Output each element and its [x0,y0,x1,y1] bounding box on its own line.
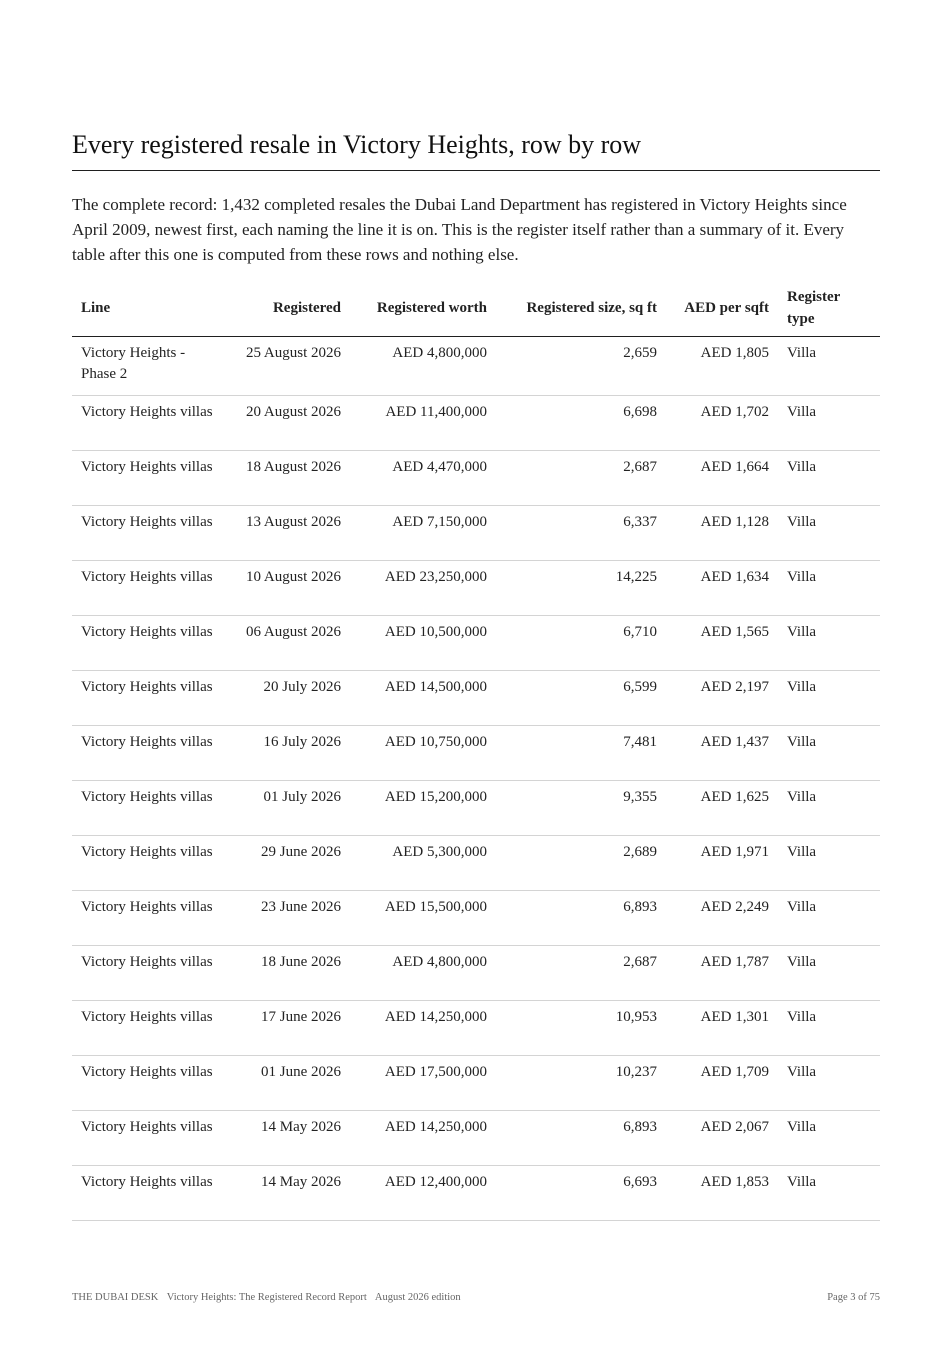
cell-aed-per-sqft: AED 1,128 [666,506,778,561]
footer-page-number: Page 3 of 75 [827,1292,880,1303]
cell-line: Victory Heights villas [72,1001,228,1056]
cell-size: 7,481 [496,726,666,781]
cell-type: Villa [778,781,880,836]
cell-worth: AED 14,250,000 [350,1111,496,1166]
table-header [72,282,880,337]
cell-type: Villa [778,891,880,946]
cell-aed-per-sqft: AED 1,805 [666,337,778,396]
cell-registered: 20 August 2026 [228,396,350,451]
cell-aed-per-sqft: AED 1,565 [666,616,778,671]
cell-registered: 17 June 2026 [228,1001,350,1056]
cell-registered: 13 August 2026 [228,506,350,561]
cell-line: Victory Heights - Phase 2 [72,337,228,396]
cell-type: Villa [778,616,880,671]
table-row [72,1166,880,1221]
table-row [72,1111,880,1166]
cell-worth: AED 4,800,000 [350,337,496,396]
footer-publication: THE DUBAI DESK [72,1292,159,1303]
cell-size: 10,237 [496,1056,666,1111]
cell-line: Victory Heights villas [72,836,228,891]
table-row [72,616,880,671]
cell-line: Victory Heights villas [72,616,228,671]
cell-worth: AED 10,500,000 [350,616,496,671]
table-row [72,671,880,726]
column-header-type: Register type [778,282,880,337]
table-row [72,506,880,561]
cell-type: Villa [778,451,880,506]
cell-type: Villa [778,506,880,561]
cell-size: 10,953 [496,1001,666,1056]
cell-registered: 14 May 2026 [228,1166,350,1221]
cell-line: Victory Heights villas [72,396,228,451]
cell-line: Victory Heights villas [72,671,228,726]
page-footer [72,1292,880,1303]
cell-aed-per-sqft: AED 1,787 [666,946,778,1001]
table-row [72,1056,880,1111]
cell-size: 6,698 [496,396,666,451]
cell-worth: AED 17,500,000 [350,1056,496,1111]
cell-type: Villa [778,1166,880,1221]
cell-type: Villa [778,396,880,451]
table-row [72,726,880,781]
cell-type: Villa [778,726,880,781]
cell-type: Villa [778,1056,880,1111]
cell-registered: 20 July 2026 [228,671,350,726]
cell-aed-per-sqft: AED 1,625 [666,781,778,836]
cell-line: Victory Heights villas [72,891,228,946]
cell-aed-per-sqft: AED 1,709 [666,1056,778,1111]
footer-left [72,1292,467,1303]
resale-table [72,282,880,1221]
cell-line: Victory Heights villas [72,946,228,1001]
column-header-worth: Registered worth [350,282,496,337]
cell-worth: AED 10,750,000 [350,726,496,781]
cell-aed-per-sqft: AED 1,301 [666,1001,778,1056]
column-header-size: Registered size, sq ft [496,282,666,337]
cell-worth: AED 5,300,000 [350,836,496,891]
cell-aed-per-sqft: AED 2,197 [666,671,778,726]
table-row [72,946,880,1001]
table-row [72,836,880,891]
cell-type: Villa [778,561,880,616]
cell-size: 6,893 [496,1111,666,1166]
cell-worth: AED 4,470,000 [350,451,496,506]
cell-registered: 25 August 2026 [228,337,350,396]
table-row [72,337,880,396]
cell-worth: AED 14,500,000 [350,671,496,726]
table-body [72,337,880,1221]
table-row [72,561,880,616]
cell-size: 2,687 [496,946,666,1001]
cell-registered: 10 August 2026 [228,561,350,616]
cell-worth: AED 23,250,000 [350,561,496,616]
cell-size: 6,710 [496,616,666,671]
cell-aed-per-sqft: AED 1,437 [666,726,778,781]
table-row [72,396,880,451]
cell-aed-per-sqft: AED 2,249 [666,891,778,946]
cell-size: 6,693 [496,1166,666,1221]
cell-type: Villa [778,946,880,1001]
column-header-line: Line [72,282,228,337]
cell-type: Villa [778,1111,880,1166]
footer-edition: August 2026 edition [374,1292,461,1303]
cell-size: 2,689 [496,836,666,891]
table-header-row [72,282,880,337]
cell-registered: 29 June 2026 [228,836,350,891]
cell-size: 6,599 [496,671,666,726]
cell-aed-per-sqft: AED 1,634 [666,561,778,616]
table-row [72,1001,880,1056]
page-title: Every registered resale in Victory Heights, row by row [72,128,880,171]
cell-registered: 14 May 2026 [228,1111,350,1166]
cell-size: 14,225 [496,561,666,616]
cell-registered: 01 July 2026 [228,781,350,836]
cell-line: Victory Heights villas [72,561,228,616]
cell-worth: AED 7,150,000 [350,506,496,561]
cell-worth: AED 14,250,000 [350,1001,496,1056]
cell-registered: 23 June 2026 [228,891,350,946]
cell-size: 6,893 [496,891,666,946]
cell-worth: AED 15,200,000 [350,781,496,836]
footer-report-title: Victory Heights: The Registered Record Report [166,1292,367,1303]
cell-type: Villa [778,1001,880,1056]
cell-line: Victory Heights villas [72,781,228,836]
column-header-aed-per-sqft: AED per sqft [666,282,778,337]
cell-type: Villa [778,836,880,891]
cell-aed-per-sqft: AED 2,067 [666,1111,778,1166]
cell-registered: 01 June 2026 [228,1056,350,1111]
cell-worth: AED 4,800,000 [350,946,496,1001]
table-row [72,451,880,506]
cell-size: 2,687 [496,451,666,506]
cell-size: 9,355 [496,781,666,836]
column-header-registered: Registered [228,282,350,337]
cell-type: Villa [778,671,880,726]
cell-registered: 18 August 2026 [228,451,350,506]
cell-worth: AED 11,400,000 [350,396,496,451]
table-row [72,781,880,836]
cell-line: Victory Heights villas [72,451,228,506]
intro-paragraph: The complete record: 1,432 completed resales the Dubai Land Department has registered in Victory Heights since April 2009, newest first, each naming the line it is on. This is the register itself rather than a summary of it. Every table after this one is computed from these rows and nothing else. [72,195,847,264]
cell-aed-per-sqft: AED 1,853 [666,1166,778,1221]
cell-size: 6,337 [496,506,666,561]
cell-line: Victory Heights villas [72,1111,228,1166]
cell-line: Victory Heights villas [72,506,228,561]
cell-aed-per-sqft: AED 1,664 [666,451,778,506]
cell-size: 2,659 [496,337,666,396]
cell-aed-per-sqft: AED 1,971 [666,836,778,891]
cell-registered: 16 July 2026 [228,726,350,781]
cell-worth: AED 15,500,000 [350,891,496,946]
cell-line: Victory Heights villas [72,1056,228,1111]
cell-line: Victory Heights villas [72,726,228,781]
cell-type: Villa [778,337,880,396]
cell-registered: 06 August 2026 [228,616,350,671]
cell-worth: AED 12,400,000 [350,1166,496,1221]
cell-registered: 18 June 2026 [228,946,350,1001]
cell-aed-per-sqft: AED 1,702 [666,396,778,451]
table-row [72,891,880,946]
cell-line: Victory Heights villas [72,1166,228,1221]
